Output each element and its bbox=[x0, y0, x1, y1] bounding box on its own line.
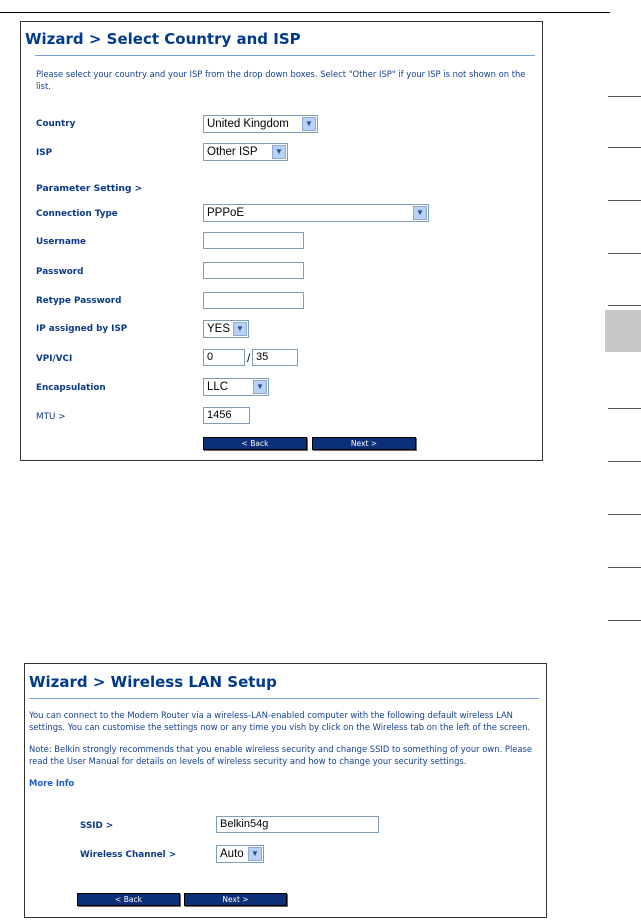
chevron-down-icon: ▼ bbox=[233, 322, 247, 336]
ssid-input[interactable]: Belkin54g bbox=[216, 816, 379, 833]
wizard-country-isp-panel bbox=[20, 21, 543, 461]
section-tab-current bbox=[605, 310, 641, 352]
page-top-rule bbox=[0, 12, 610, 13]
isp-select[interactable] bbox=[203, 143, 288, 161]
section-tab-divider bbox=[608, 253, 641, 254]
security-note-text: Note: Belkin strongly recommends that you enable wireless security and change SSID to something of your own. Please read the User Manual for details on levels of wireless security and how to change your security settings. bbox=[29, 744, 533, 766]
encapsulation-value: LLC bbox=[207, 381, 229, 393]
chevron-down-icon: ▼ bbox=[248, 847, 262, 861]
instructions-text: Please select your country and your ISP from the drop down boxes. Select "Other ISP" if your ISP is not shown on the list. bbox=[36, 69, 526, 91]
section-tab-divider bbox=[608, 96, 641, 97]
ip-assigned-value: YES bbox=[207, 323, 231, 335]
section-tab-divider bbox=[608, 514, 641, 515]
connection-type-label: Connection Type bbox=[36, 209, 118, 219]
isp-label: ISP bbox=[36, 148, 53, 158]
encapsulation-select[interactable] bbox=[203, 378, 269, 396]
mtu-label: MTU > bbox=[36, 412, 66, 422]
title-divider bbox=[35, 55, 535, 56]
retype-password-label: Retype Password bbox=[36, 296, 122, 306]
page-title: Wizard > Select Country and ISP bbox=[25, 30, 301, 48]
country-select-value: United Kingdom bbox=[207, 118, 289, 130]
vpi-input[interactable]: 0 bbox=[203, 349, 245, 366]
wizard-wireless-lan-panel bbox=[24, 663, 547, 918]
ip-assigned-select[interactable] bbox=[203, 320, 249, 338]
vci-input[interactable]: 35 bbox=[252, 349, 298, 366]
wireless-channel-value: Auto bbox=[220, 848, 244, 860]
more-info-link[interactable]: More Info bbox=[29, 778, 75, 788]
password-label: Password bbox=[36, 267, 84, 277]
section-tab-divider bbox=[608, 147, 641, 148]
section-tab-divider bbox=[608, 620, 641, 621]
username-input[interactable] bbox=[203, 232, 304, 249]
title-divider bbox=[29, 698, 539, 699]
mtu-input[interactable]: 1456 bbox=[203, 407, 250, 424]
password-input[interactable] bbox=[203, 262, 304, 279]
chevron-down-icon: ▼ bbox=[413, 206, 427, 220]
chevron-down-icon: ▼ bbox=[272, 145, 286, 159]
back-button[interactable]: < Back bbox=[77, 893, 180, 906]
connection-type-select[interactable] bbox=[203, 204, 429, 222]
wireless-channel-label: Wireless Channel > bbox=[80, 850, 177, 860]
username-label: Username bbox=[36, 237, 87, 247]
section-tab-divider bbox=[608, 567, 641, 568]
section-tab-divider bbox=[608, 305, 641, 306]
section-tab-divider bbox=[608, 461, 641, 462]
instructions-text: You can connect to the Modem Router via a wireless-LAN-enabled computer with the following default wireless LAN settings. You can customise the settings now or any time you vish by click on the Wireless tab on the left of the screen. bbox=[29, 710, 531, 732]
encapsulation-label: Encapsulation bbox=[36, 383, 106, 393]
parameter-setting-heading: Parameter Setting > bbox=[36, 183, 143, 194]
ssid-label: SSID > bbox=[80, 821, 114, 831]
vpi-vci-separator: / bbox=[247, 351, 251, 365]
chevron-down-icon: ▼ bbox=[253, 380, 267, 394]
chevron-down-icon: ▼ bbox=[302, 117, 316, 131]
section-tab-divider bbox=[608, 200, 641, 201]
ip-assigned-label: IP assigned by ISP bbox=[36, 324, 128, 334]
connection-type-value: PPPoE bbox=[207, 207, 245, 219]
wireless-channel-select[interactable] bbox=[216, 845, 264, 863]
page-title: Wizard > Wireless LAN Setup bbox=[29, 673, 277, 691]
isp-select-value: Other ISP bbox=[207, 146, 258, 158]
vpi-vci-label: VPI/VCI bbox=[36, 354, 73, 364]
back-button[interactable]: < Back bbox=[203, 437, 307, 450]
country-label: Country bbox=[36, 119, 76, 129]
section-tab-divider bbox=[608, 408, 641, 409]
country-select[interactable] bbox=[203, 115, 318, 133]
retype-password-input[interactable] bbox=[203, 292, 304, 309]
next-button[interactable]: Next > bbox=[312, 437, 416, 450]
next-button[interactable]: Next > bbox=[184, 893, 287, 906]
